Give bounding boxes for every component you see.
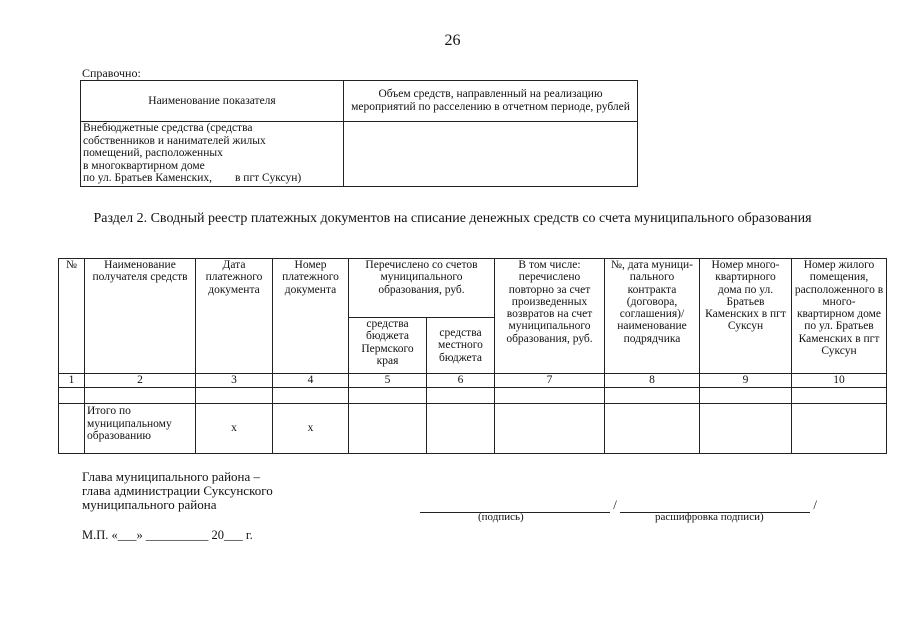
section-title: Раздел 2. Сводный реестр платежных документов на списание денежных средств со счета муниципального образования [93, 211, 812, 226]
header-contract: №, дата муници-пального контракта (договора, соглашения)/ наименование подрядчика [605, 259, 700, 374]
column-number: 6 [427, 374, 495, 388]
column-number-row [59, 374, 887, 388]
table-row [59, 388, 887, 404]
signature-decode-caption: расшифровка подписи) [655, 511, 764, 523]
ref-header-volume: Объем средств, направленный на реализацию мероприятий по расселению в отчетном периоде, рублей [344, 81, 638, 122]
column-number: 4 [273, 374, 349, 388]
column-number: 9 [700, 374, 792, 388]
page-number: 26 [444, 32, 461, 49]
reference-table [80, 80, 638, 187]
ref-row-label: Внебюджетные средства (средства собственников и нанимателей жилых помещений, расположенных в многоквартирном доме по ул. Братьев Каменских, в пгт Суксун) [81, 122, 344, 187]
ref-row-value [344, 122, 638, 187]
total-date: х [196, 404, 273, 454]
column-number: 1 [59, 374, 85, 388]
stamp-date-line: М.П. «___» __________ 20___ г. [82, 528, 253, 542]
header-recipient: Наименование получателя средств [85, 259, 196, 374]
header-house: Номер много-квартирного дома по ул. Братьев Каменских в пгт Суксун [700, 259, 792, 374]
total-row [59, 404, 887, 454]
column-number: 5 [349, 374, 427, 388]
header-no: № [59, 259, 85, 374]
header-premise: Номер жилого помещения, расположенного в много-квартирном доме по ул. Братьев Каменских в пгт Суксун [792, 259, 887, 374]
header-date: Дата платежного документа [196, 259, 273, 374]
registry-table [58, 258, 887, 454]
header-including: В том числе: перечислено повторно за счет произведенных возвратов на счет муниципального образования, руб. [495, 259, 605, 374]
column-number: 7 [495, 374, 605, 388]
column-number: 10 [792, 374, 887, 388]
column-number: 8 [605, 374, 700, 388]
ref-header-indicator: Наименование показателя [81, 81, 344, 122]
total-label: Итого по муниципальному образованию [85, 404, 196, 454]
header-number: Номер платежного документа [273, 259, 349, 374]
signatory-title: Глава муниципального района – глава администрации Суксунского муниципального района [82, 469, 273, 512]
column-number: 2 [85, 374, 196, 388]
reference-label: Справочно: [82, 66, 141, 80]
header-local-budget: средства местного бюджета [427, 318, 495, 374]
total-number: х [273, 404, 349, 454]
column-number: 3 [196, 374, 273, 388]
header-perm-budget: средства бюджета Пермского края [349, 318, 427, 374]
header-transferred: Перечислено со счетов муниципального образования, руб. [349, 259, 495, 318]
signature-caption: (подпись) [478, 511, 524, 523]
signature-line: / / [420, 497, 817, 513]
